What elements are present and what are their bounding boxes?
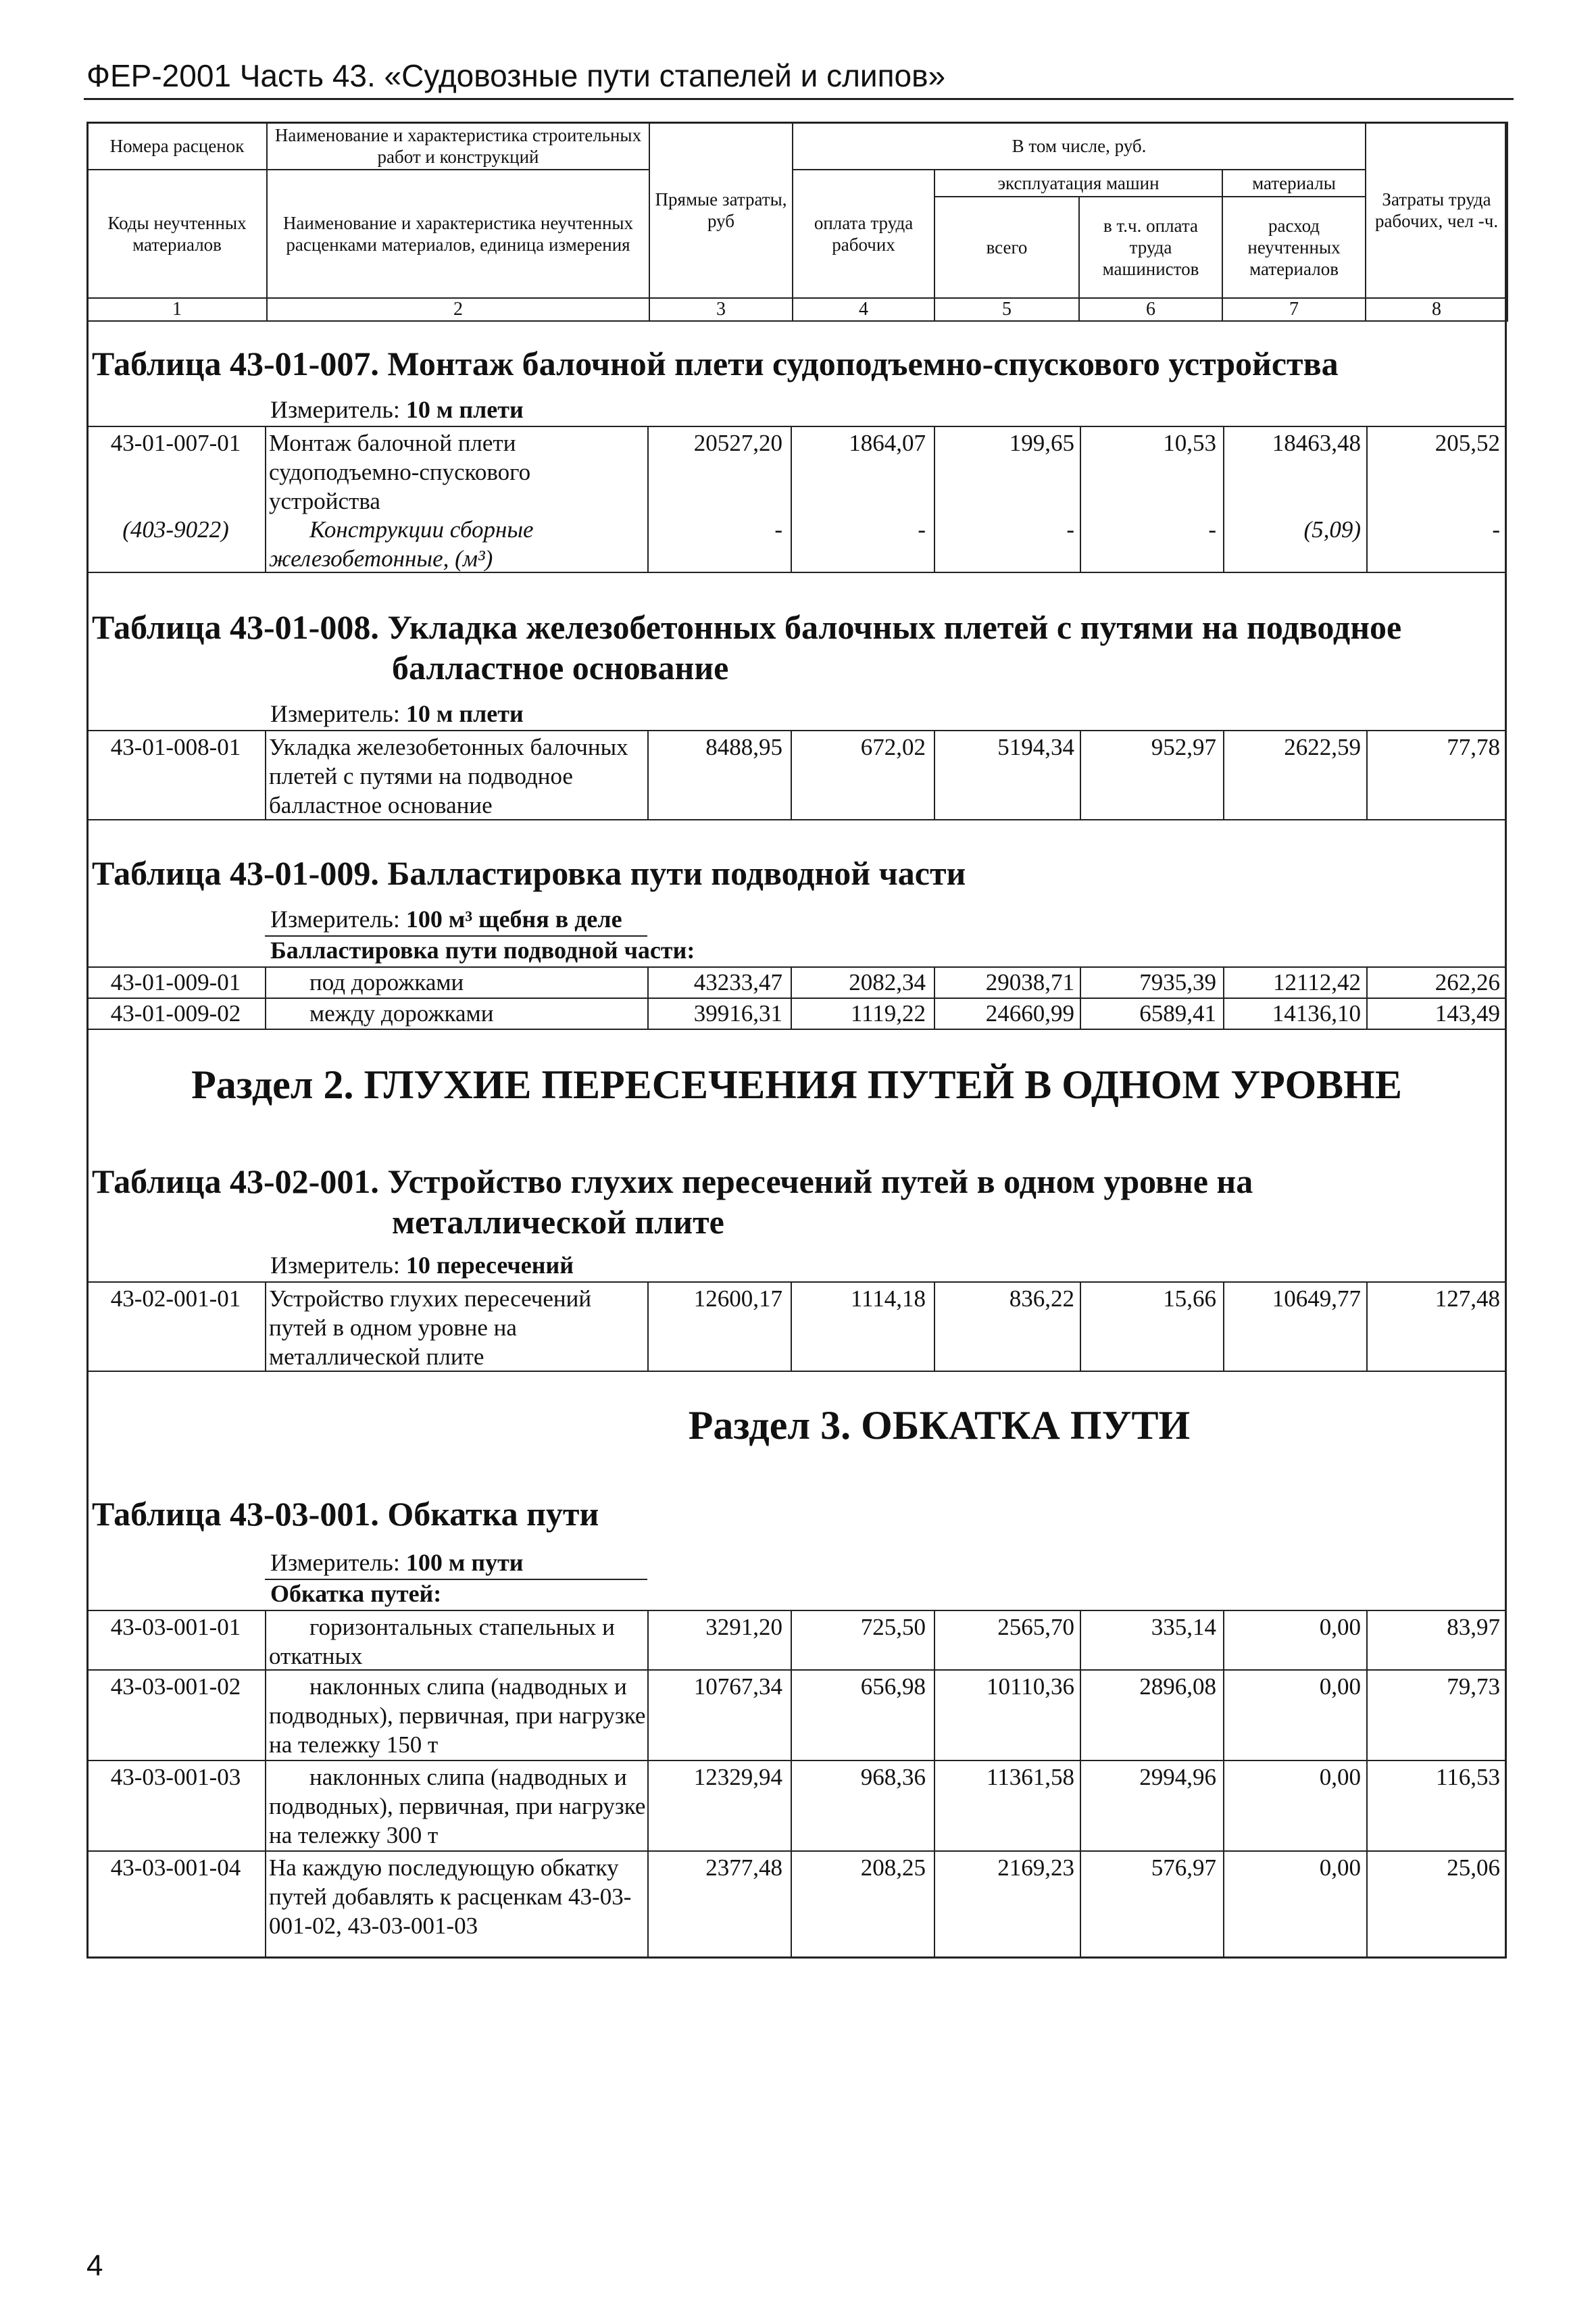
rate-code: 43-03-001-04 <box>110 1854 241 1881</box>
value-direct-costs: 3291,20 <box>705 1614 782 1640</box>
value-operators-pay: 576,97 <box>1151 1854 1216 1881</box>
value-labor-hours: 205,52 <box>1435 430 1500 456</box>
table-title: Таблица 43-03-001. Обкатка пути <box>92 1495 599 1533</box>
col-4-header: оплата труда рабочих <box>793 170 934 298</box>
value-labor-hours: 143,49 <box>1435 1000 1500 1027</box>
meter-label: Измеритель: <box>270 700 400 727</box>
row-divider <box>86 1029 1507 1030</box>
table-title: Таблица 43-01-009. Балластировка пути подводной части <box>92 854 966 892</box>
col-2-bottom: Наименование и характеристика неучтенных расценками материалов, единица измерения <box>267 170 649 298</box>
value-labor-hours: - <box>1492 516 1500 543</box>
value-labor-pay: 656,98 <box>860 1673 926 1700</box>
meter-value: 10 пересечений <box>405 1252 574 1279</box>
value-direct-costs: 39916,31 <box>693 1000 782 1027</box>
value-materials: 0,00 <box>1319 1614 1361 1640</box>
meter-label: Измеритель: <box>270 396 400 423</box>
row-divider <box>86 1281 1507 1283</box>
value-direct-costs: 20527,20 <box>693 430 782 456</box>
row-divider <box>86 572 1507 573</box>
col-1-bottom: Коды неучтенных материалов <box>87 170 267 298</box>
value-operators-pay: 15,66 <box>1163 1285 1216 1312</box>
col-divider <box>1223 1610 1224 1959</box>
value-machines-total: 836,22 <box>1009 1285 1074 1312</box>
col-divider <box>647 1281 649 1371</box>
value-operators-pay: 10,53 <box>1163 430 1216 456</box>
subhead: Обкатка путей: <box>270 1580 442 1607</box>
value-direct-costs: 2377,48 <box>705 1854 782 1881</box>
col-divider <box>1223 426 1224 572</box>
rate-code: 43-03-001-02 <box>110 1673 241 1700</box>
rate-name: Монтаж балочной плети судоподъемно-спускового устройства <box>269 430 531 514</box>
meter-value: 10 м плети <box>405 700 524 727</box>
value-labor-pay: 208,25 <box>860 1854 926 1881</box>
value-direct-costs: 10767,34 <box>693 1673 782 1700</box>
value-materials: 14136,10 <box>1272 1000 1361 1027</box>
table-title-line2: балластное основание <box>392 649 729 687</box>
value-machines-total: - <box>1066 516 1074 543</box>
value-materials: 12112,42 <box>1273 969 1361 995</box>
rate-name: Укладка железобетонных балочных плетей с путями на подводное балластное основание <box>269 734 628 818</box>
value-labor-hours: 83,97 <box>1447 1614 1500 1640</box>
col-2-top: Наименование и характеристика строительных работ и конструкций <box>267 122 649 170</box>
col-number: 3 <box>649 298 793 321</box>
table-title-line1: Таблица 43-01-008. Укладка железобетонных балочных плетей с путями на подводное <box>92 608 1402 646</box>
value-machines-total: 24660,99 <box>985 1000 1074 1027</box>
value-labor-hours: 127,48 <box>1435 1285 1500 1312</box>
col-divider <box>791 1610 792 1959</box>
value-materials: 2622,59 <box>1284 734 1361 760</box>
value-labor-pay: 2082,34 <box>849 969 926 995</box>
value-direct-costs: 8488,95 <box>705 734 782 760</box>
rate-name: наклонных слипа (надводных и подводных), первичная, при нагрузке на тележку 300 т <box>269 1764 646 1848</box>
value-machines-total: 11361,58 <box>987 1764 1074 1790</box>
row-divider <box>86 1610 1507 1611</box>
col-divider <box>1223 1281 1224 1371</box>
section-title: Раздел 3. ОБКАТКА ПУТИ <box>688 1403 1191 1448</box>
col-number: 6 <box>1079 298 1222 321</box>
page-number: 4 <box>86 2249 103 2282</box>
table-title-line1: Таблица 43-02-001. Устройство глухих пересечений путей в одном уровне на <box>92 1162 1253 1200</box>
col-number: 2 <box>267 298 649 321</box>
value-machines-total: 199,65 <box>1009 430 1074 456</box>
col-divider <box>934 426 935 572</box>
col-divider <box>1223 730 1224 819</box>
meter-value: 100 м пути <box>405 1549 524 1576</box>
rate-name: На каждую последующую обкатку путей добавлять к расценкам 43-03-001-02, 43-03-001-03 <box>269 1854 632 1939</box>
value-machines-total: 2169,23 <box>997 1854 1074 1881</box>
value-direct-costs: 43233,47 <box>693 969 782 995</box>
value-labor-pay: 1864,07 <box>849 430 926 456</box>
value-operators-pay: 2896,08 <box>1139 1673 1216 1700</box>
rate-code: 43-01-009-01 <box>110 969 241 995</box>
col-divider <box>791 1281 792 1371</box>
col-7-header: расход неучтенных материалов <box>1222 197 1366 298</box>
value-materials: 0,00 <box>1319 1673 1361 1700</box>
row-divider <box>86 730 1507 731</box>
rate-code: 43-01-007-01 <box>110 430 241 456</box>
value-operators-pay: 335,14 <box>1151 1614 1216 1640</box>
value-operators-pay: 6589,41 <box>1139 1000 1216 1027</box>
value-materials: 0,00 <box>1319 1854 1361 1881</box>
col-divider <box>791 730 792 819</box>
material-name: Конструкции сборные железобетонные, (м³) <box>269 516 534 572</box>
value-operators-pay: 7935,39 <box>1139 969 1216 995</box>
rate-name: наклонных слипа (надводных и подводных), первичная, при нагрузке на тележку 150 т <box>269 1673 646 1758</box>
value-operators-pay: - <box>1208 516 1216 543</box>
meter-label: Измеритель: <box>270 906 400 933</box>
col-divider <box>934 730 935 819</box>
value-labor-pay: 1119,22 <box>850 1000 926 1027</box>
rate-code: 43-03-001-03 <box>110 1764 241 1790</box>
value-direct-costs: - <box>774 516 782 543</box>
subhead: Балластировка пути подводной части: <box>270 937 695 964</box>
value-labor-hours: 77,78 <box>1447 734 1500 760</box>
meter <box>270 699 524 729</box>
col-divider <box>647 1610 649 1959</box>
meter-label: Измеритель: <box>270 1549 400 1576</box>
table-title-line2: металлической плите <box>392 1203 724 1241</box>
value-machines-total: 29038,71 <box>985 969 1074 995</box>
value-labor-pay: 672,02 <box>860 734 926 760</box>
row-divider <box>86 1760 1507 1761</box>
meter-value: 100 м³ щебня в деле <box>405 906 622 933</box>
value-direct-costs: 12600,17 <box>693 1285 782 1312</box>
value-labor-hours: 25,06 <box>1447 1854 1500 1881</box>
material-code: (403-9022) <box>122 516 229 543</box>
col-5-header: всего <box>934 197 1079 298</box>
col-number: 1 <box>87 298 267 321</box>
row-divider <box>86 426 1507 427</box>
rate-code: 43-01-008-01 <box>110 734 241 760</box>
column-header-table <box>86 122 1508 322</box>
meter-label: Измеритель: <box>270 1252 400 1279</box>
col-divider <box>791 426 792 572</box>
value-operators-pay: 952,97 <box>1151 734 1216 760</box>
rate-name: между дорожками <box>309 1000 494 1027</box>
meter <box>270 904 622 934</box>
row-divider <box>86 1850 1507 1852</box>
value-operators-pay: 2994,96 <box>1139 1764 1216 1790</box>
value-direct-costs: 12329,94 <box>693 1764 782 1790</box>
value-machines-total: 10110,36 <box>987 1673 1074 1700</box>
header-rule <box>84 98 1514 100</box>
value-materials: 18463,48 <box>1272 430 1361 456</box>
value-labor-pay: 1114,18 <box>850 1285 926 1312</box>
rate-code: 43-01-009-02 <box>110 1000 241 1027</box>
meter-value: 10 м плети <box>405 396 524 423</box>
table-title <box>92 1161 1253 1242</box>
col-6-header: в т.ч. оплата труда машинистов <box>1079 197 1222 298</box>
col-divider <box>934 1281 935 1371</box>
col-number: 4 <box>793 298 934 321</box>
section-title: Раздел 2. ГЛУХИЕ ПЕРЕСЕЧЕНИЯ ПУТЕЙ В ОДНОМ УРОВНЕ <box>191 1062 1402 1107</box>
materials-header: материалы <box>1222 170 1366 197</box>
col-divider <box>934 1610 935 1959</box>
machines-header: эксплуатация машин <box>934 170 1222 197</box>
meter <box>270 1250 574 1280</box>
value-machines-total: 5194,34 <box>997 734 1074 760</box>
meter <box>270 395 524 424</box>
value-labor-hours: 116,53 <box>1436 1764 1500 1790</box>
col-8-header: Затраты труда рабочих, чел -ч. <box>1366 122 1507 298</box>
running-header: ФЕР-2001 Часть 43. «Судовозные пути стапелей и слипов» <box>86 58 946 93</box>
rate-name: Устройство глухих пересечений путей в одном уровне на металлической плите <box>269 1285 592 1370</box>
value-labor-pay: 725,50 <box>860 1614 926 1640</box>
rate-name: горизонтальных стапельных и откатных <box>269 1614 615 1669</box>
col-3-header: Прямые затраты, руб <box>649 122 793 298</box>
value-labor-pay: 968,36 <box>860 1764 926 1790</box>
value-labor-hours: 79,73 <box>1447 1673 1500 1700</box>
col-divider <box>265 1281 266 1371</box>
rate-code: 43-02-001-01 <box>110 1285 241 1312</box>
table-title: Таблица 43-01-007. Монтаж балочной плети судоподъемно-спускового устройства <box>92 345 1339 383</box>
meter <box>270 1548 524 1577</box>
table-title <box>92 607 1401 688</box>
incl-header: В том числе, руб. <box>793 122 1366 170</box>
value-materials: 0,00 <box>1319 1764 1361 1790</box>
col-divider <box>647 426 649 572</box>
value-machines-total: 2565,70 <box>997 1614 1074 1640</box>
row-divider <box>86 1669 1507 1671</box>
value-labor-hours: 262,26 <box>1435 969 1500 995</box>
col-number: 5 <box>934 298 1079 321</box>
col-1-top: Номера расценок <box>87 122 267 170</box>
rate-code: 43-03-001-01 <box>110 1614 241 1640</box>
value-materials: (5,09) <box>1303 516 1361 543</box>
col-divider <box>265 730 266 819</box>
value-labor-pay: - <box>918 516 926 543</box>
col-divider <box>265 1610 266 1959</box>
col-divider <box>647 730 649 819</box>
value-materials: 10649,77 <box>1272 1285 1361 1312</box>
rate-name: под дорожками <box>309 969 464 995</box>
col-divider <box>265 426 266 572</box>
row-divider <box>86 819 1507 820</box>
col-number: 7 <box>1222 298 1366 321</box>
row-divider <box>86 1371 1507 1372</box>
col-number: 8 <box>1366 298 1507 321</box>
